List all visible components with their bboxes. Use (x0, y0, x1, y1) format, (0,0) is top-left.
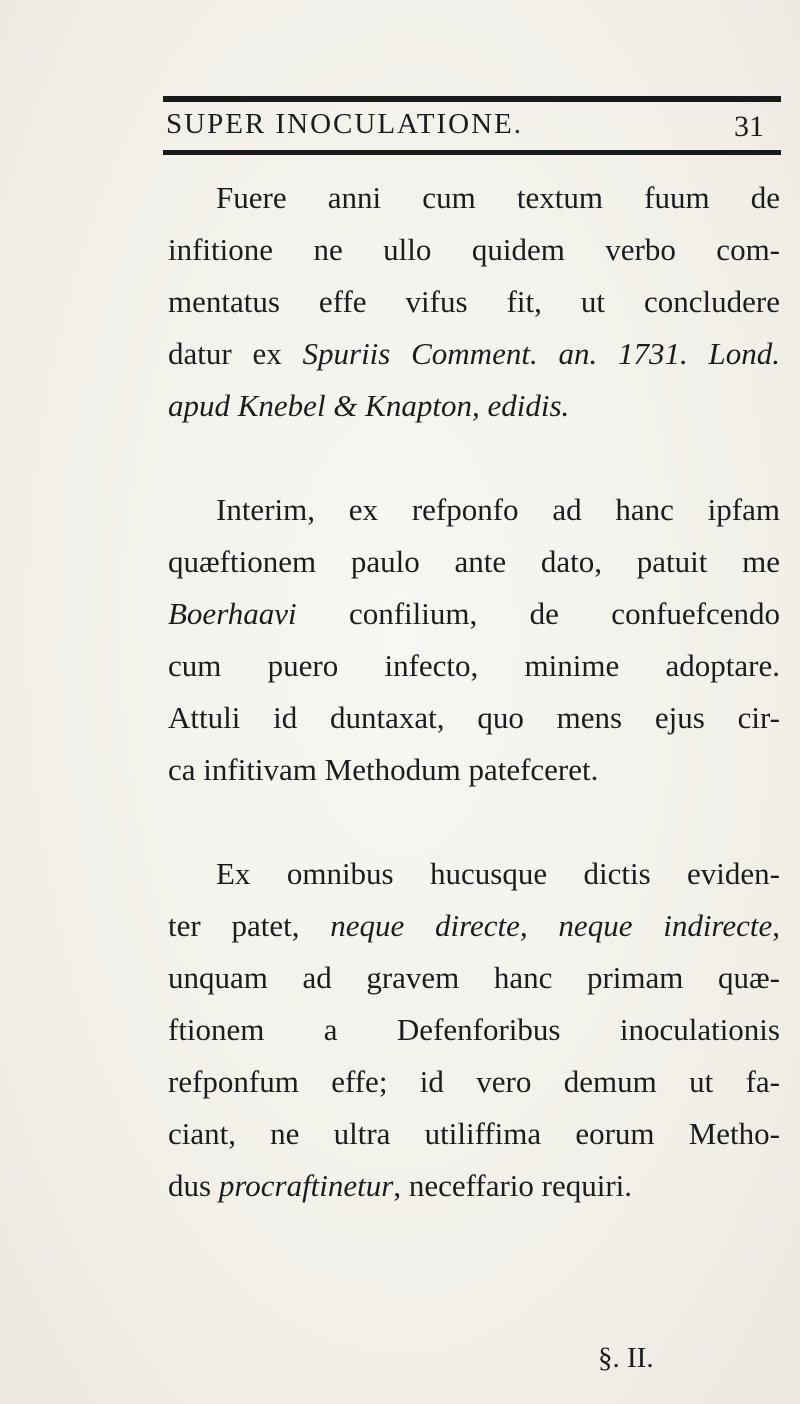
text-line: infitione ne ullo quidem verbo com- (168, 232, 780, 267)
text-line: dus procraftinetur, neceffario requiri. (168, 1168, 633, 1203)
text-line: Attuli id duntaxat, quo mens ejus cir- (168, 700, 780, 735)
citation-italic: Spuriis Comment. an. 1731. Lond. (302, 336, 780, 371)
text-line: Ex omnibus hucusque dictis eviden- (216, 856, 780, 891)
text-line (168, 380, 780, 432)
running-head (166, 104, 778, 148)
text-line: ca infitivam Methodum patefceret. (168, 752, 599, 787)
word-italic: procraftinetur (218, 1168, 394, 1203)
catchword: §. II. (598, 1342, 654, 1374)
text-line: Boerhaavi confilium, de confuefcendo (168, 596, 780, 631)
text-line: cum puero infecto, minime adoptare. (168, 648, 780, 683)
page-number: 31 (734, 110, 764, 143)
text-line: refponfum effe; id vero demum ut fa- (168, 1064, 780, 1099)
body-text (168, 172, 780, 1212)
text-line: Interim, ex refponfo ad hanc ipfam (216, 492, 780, 527)
text-line: datur ex Spuriis Comment. an. 1731. Lond. (168, 336, 780, 371)
text-line: ciant, ne ultra utiliffima eorum Metho- (168, 1116, 780, 1151)
running-title: SUPER INOCULATIONE. (166, 108, 523, 140)
header-rule-top (163, 96, 781, 102)
text-line: ter patet, neque directe, neque indirecte, (168, 908, 780, 943)
text-line: ftionem a Defenforibus inoculationis (168, 1012, 780, 1047)
name-italic: Boerhaavi (168, 596, 297, 631)
paragraph-2 (168, 484, 780, 796)
text-line: unquam ad gravem hanc primam quæ- (168, 960, 780, 995)
phrase-italic: neque directe, neque indirecte (330, 908, 773, 943)
paragraph-3 (168, 848, 780, 1212)
citation-italic: apud Knebel & Knapton, edidis. (168, 388, 570, 423)
paragraph-1 (168, 172, 780, 432)
text-line: mentatus effe vifus fit, ut concludere (168, 284, 780, 319)
text-line: Fuere anni cum textum fuum de (216, 180, 780, 215)
header-rule-bottom (163, 150, 781, 155)
text-line: quæftionem paulo ante dato, patuit me (168, 544, 780, 579)
